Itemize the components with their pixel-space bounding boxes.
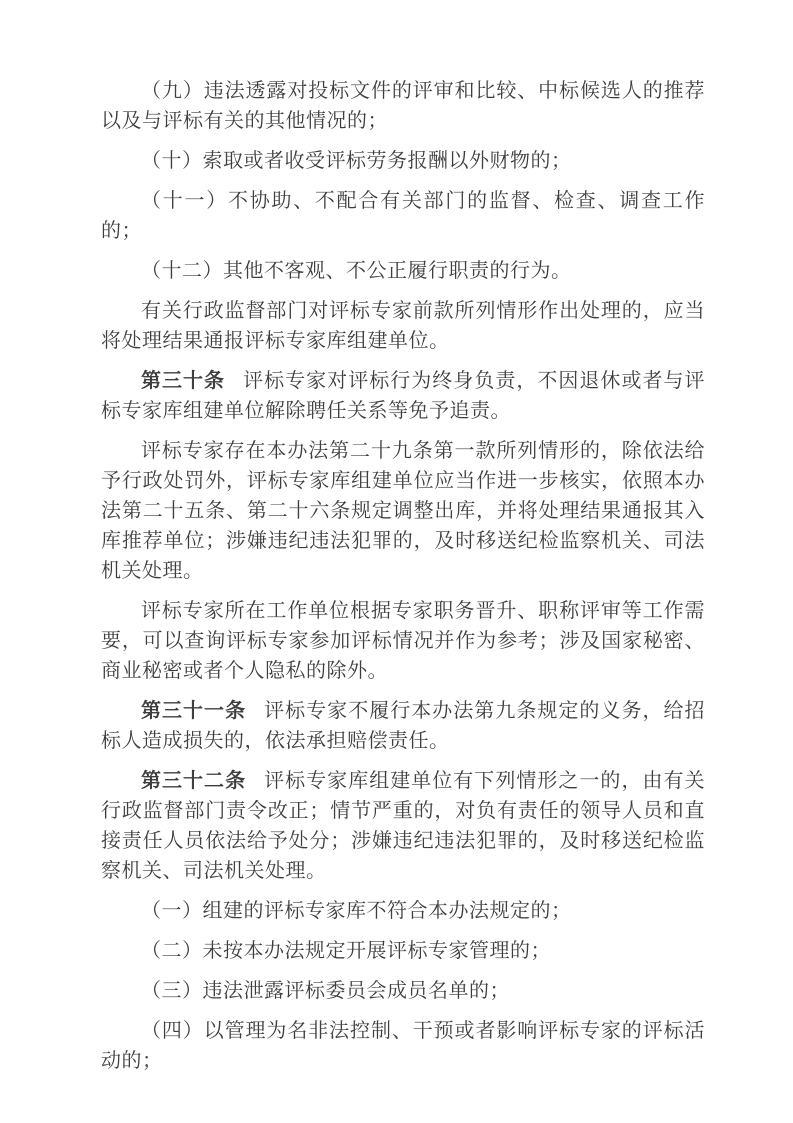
article-text: 评标专家不履行本办法第九条规定的义务，给招标人造成损失的，依法承担赔偿责任。 [101, 700, 706, 752]
list-item-12: （十二）其他不客观、不公正履行职责的行为。 [141, 260, 572, 282]
list-item-1: （一）组建的评标专家库不符合本办法规定的； [141, 900, 572, 922]
article-number: 第三十条 [141, 370, 226, 392]
article-paragraph-32 [101, 766, 705, 886]
list-item-3: （三）违法泄露评标委员会成员名单的； [141, 980, 510, 1002]
article-paragraph-30 [101, 366, 705, 426]
body-paragraph: 有关行政监督部门对评标专家前款所列情形作出处理的，应当将处理结果通报评标专家库组建单位。 [101, 300, 705, 352]
body-paragraph: 评标专家存在本办法第二十九条第一款所列情形的，除依法给予行政处罚外，评标专家库组建单位应当作进一步核实，依照本办法第二十五条、第二十六条规定调整出库，并将处理结果通报其入库推荐单位；涉嫌违纪违法犯罪的，及时移送纪检监察机关、司法机关处理。 [101, 440, 705, 582]
article-text: 评标专家对评标行为终身负责，不因退休或者与评标专家库组建单位解除聘任关系等免予追责。 [101, 370, 706, 422]
body-paragraph: 评标专家所在工作单位根据专家职务晋升、职称评审等工作需要，可以查询评标专家参加评标情况并作为参考；涉及国家秘密、商业秘密或者个人隐私的除外。 [101, 600, 705, 682]
list-item-11: （十一）不协助、不配合有关部门的监督、检查、调查工作的； [101, 190, 705, 242]
list-item-10: （十）索取或者收受评标劳务报酬以外财物的； [141, 150, 572, 172]
article-paragraph-31 [101, 696, 705, 756]
article-text: 评标专家库组建单位有下列情形之一的，由有关行政监督部门责令改正；情节严重的，对负有责任的领导人员和直接责任人员依法给予处分；涉嫌违纪违法犯罪的，及时移送纪检监察机关、司法机关处理。 [101, 770, 706, 882]
article-number: 第三十二条 [141, 770, 247, 792]
list-item-9: （九）违法透露对投标文件的评审和比较、中标候选人的推荐以及与评标有关的其他情况的； [101, 80, 705, 132]
list-item-4: （四）以管理为名非法控制、干预或者影响评标专家的评标活动的； [101, 1020, 705, 1072]
list-item-2: （二）未按本办法规定开展评标专家管理的； [141, 940, 551, 962]
article-number: 第三十一条 [141, 700, 247, 722]
